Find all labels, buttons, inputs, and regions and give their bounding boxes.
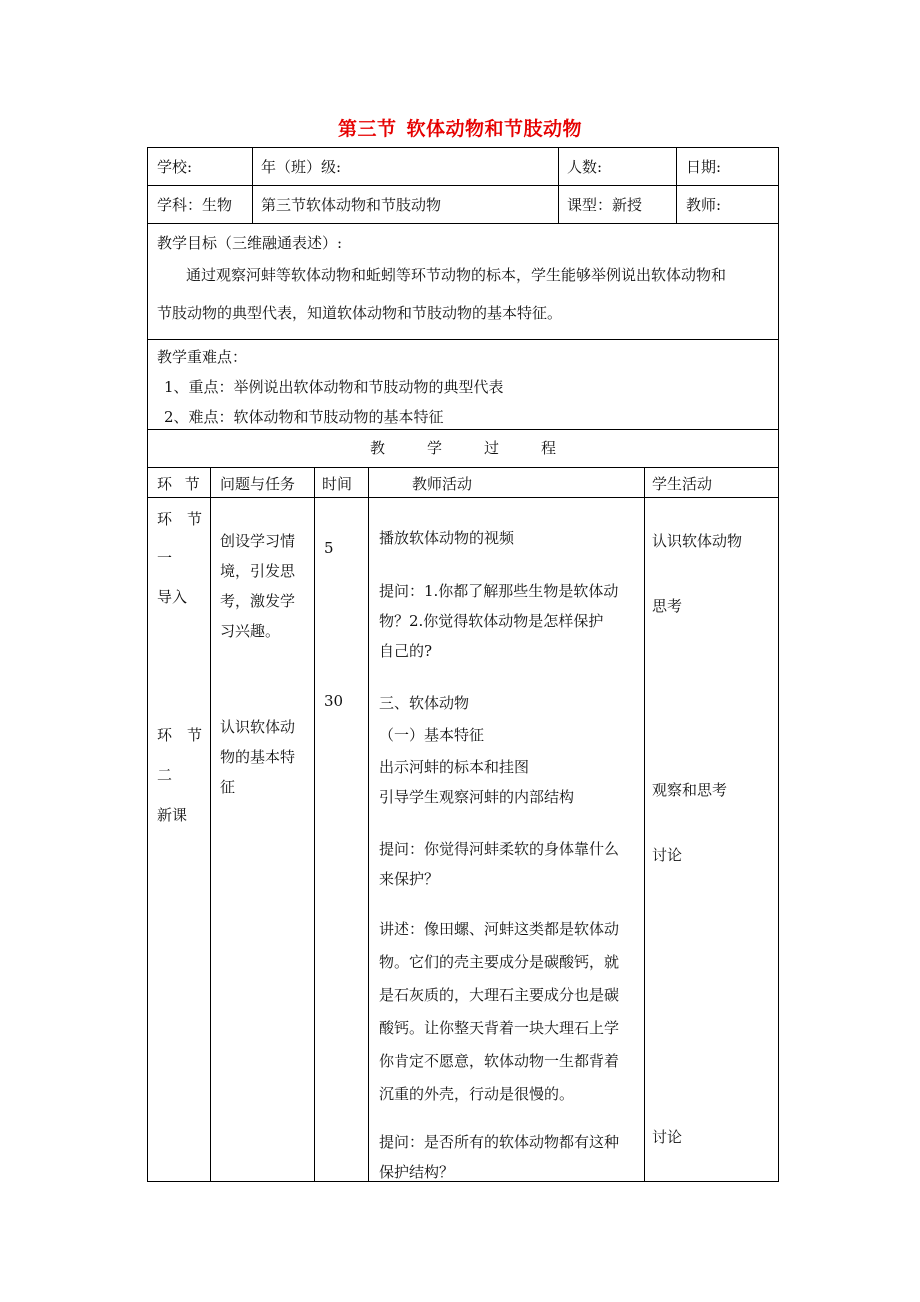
title-topic: 软体动物和节肢动物 [406,118,583,140]
stage-2-teacher-question-1-line-2: 来保护？ [379,870,440,888]
stage-2-student-discuss-1: 讨论 [652,846,683,864]
vrule-header-a [252,147,253,223]
stage-1-task-line-4: 习兴趣。 [220,622,281,640]
process-heading-char-4: 程 [541,439,557,457]
date-label: 日期: [686,158,722,176]
stage-1-task-line-3: 考，激发学 [220,592,296,610]
school-label: 学校: [157,158,193,176]
stage-1-task-line-2: 境，引发思 [220,562,296,580]
stage-2-teacher-lecture-line-3: 是石灰质的，大理石主要成分也是碳 [379,986,620,1004]
process-heading-char-3: 过 [484,439,500,457]
stage-2-student-discuss-2: 讨论 [652,1128,683,1146]
subject-label: 学科：生物 [157,196,233,214]
vrule-header-b [558,147,559,223]
stage-2-teacher-question-2-line-2: 保护结构？ [379,1163,455,1181]
column-student-activity: 学生活动 [652,475,713,493]
objectives-line-1: 通过观察河蚌等软体动物和蚯蚓等环节动物的标本，学生能够举例说出软体动物和 [186,266,727,284]
stage-1-task-line-1: 创设学习情 [220,532,296,550]
lesson-title: 第三节软体动物和节肢动物 [261,196,442,214]
column-stage: 环 节 [157,475,200,493]
vrule-header-c [676,147,677,223]
keypoint-focus: 1、重点：举例说出软体动物和节肢动物的典型代表 [164,378,504,396]
stage-2-teacher-show: 出示河蚌的标本和挂图 [379,758,530,776]
stage-2-teacher-subsection: （一）基本特征 [379,726,485,744]
stage-2-student-observe: 观察和思考 [652,781,728,799]
stage-1-name: 导入 [157,588,188,606]
stage-1-time: 5 [324,539,334,557]
stage-1-teacher-question-line-2: 物？2.你觉得软体动物是怎样保护 [379,612,604,630]
stage-2-teacher-lecture-line-2: 物。它们的壳主要成分是碳酸钙，就 [379,953,620,971]
stage-1-number: 一 [157,549,173,567]
rule-process [147,467,779,468]
stage-2-teacher-guide: 引导学生观察河蚌的内部结构 [379,788,575,806]
vrule-time [368,467,369,1182]
stage-2-teacher-lecture-line-5: 你肯定不愿意，软体动物一生都背着 [379,1052,620,1070]
stage-2-task-line-2: 物的基本特 [220,748,296,766]
title-section: 第三节 [337,118,397,140]
stage-1-label: 环 节 [157,510,203,528]
stage-2-task-line-1: 认识软体动 [220,718,296,736]
rule-header-2 [147,223,779,224]
rule-columns [147,497,779,498]
stage-2-label: 环 节 [157,726,203,744]
stage-1-student-recognize: 认识软体动物 [652,532,743,550]
stage-2-task-line-3: 征 [220,778,236,796]
stage-2-teacher-lecture-line-6: 沉重的外壳，行动是很慢的。 [379,1085,575,1103]
column-task: 问题与任务 [220,475,296,493]
rule-header-1 [147,185,779,186]
stage-1-student-think: 思考 [652,597,683,615]
stage-1-teacher-question-line-3: 自己的? [379,642,433,660]
stage-1-teacher-question-line-1: 提问：1.你都了解那些生物是软体动 [379,582,619,600]
stage-2-teacher-section: 三、软体动物 [379,694,470,712]
vrule-teacher [644,467,645,1182]
keypoints-heading: 教学重难点： [157,348,248,366]
grade-label: 年（班）级: [261,158,342,176]
stage-2-teacher-question-1-line-1: 提问：你觉得河蚌柔软的身体靠什么 [379,840,620,858]
process-heading-char-1: 教 [370,439,386,457]
column-time: 时间 [322,475,353,493]
keypoint-difficulty: 2、难点：软体动物和节肢动物的基本特征 [164,408,444,426]
student-count-label: 人数: [567,158,603,176]
stage-2-teacher-lecture-line-1: 讲述：像田螺、河蚌这类都是软体动 [379,920,620,938]
page-title [0,114,920,141]
stage-2-number: 二 [157,766,173,784]
rule-objectives [147,339,779,340]
objectives-heading: 教学目标（三维融通表述）: [157,234,343,252]
stage-1-teacher-video: 播放软体动物的视频 [379,529,515,547]
stage-2-teacher-lecture-line-4: 酸钙。让你整天背着一块大理石上学 [379,1019,620,1037]
teacher-label: 教师: [686,196,722,214]
objectives-line-2: 节肢动物的典型代表，知道软体动物和节肢动物的基本特征。 [157,304,563,322]
rule-keypoints [147,429,779,430]
process-heading-char-2: 学 [427,439,443,457]
lesson-type: 课型：新授 [567,196,643,214]
column-teacher-activity: 教师活动 [412,475,473,493]
stage-2-name: 新课 [157,806,188,824]
vrule-task [314,467,315,1182]
vrule-stage [210,467,211,1182]
stage-2-teacher-question-2-line-1: 提问：是否所有的软体动物都有这种 [379,1133,620,1151]
stage-2-time: 30 [324,692,344,710]
